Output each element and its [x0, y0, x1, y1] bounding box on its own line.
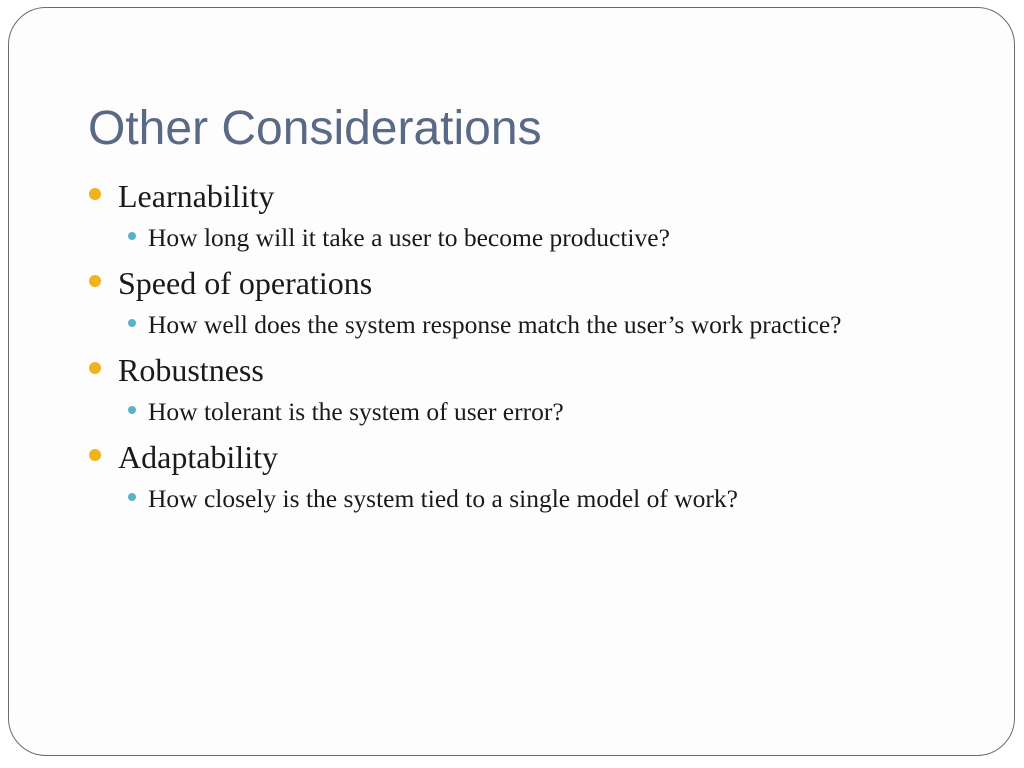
sub-bullet-item — [88, 480, 908, 518]
bullet-dot-icon — [89, 362, 101, 374]
sub-bullet-dot-icon — [128, 319, 136, 327]
sub-bullet-item — [88, 219, 908, 257]
sub-bullet-text: How closely is the system tied to a single model of work? — [148, 484, 738, 513]
sub-bullet-dot-icon — [128, 406, 136, 414]
bullet-list — [88, 176, 908, 518]
bullet-heading: Learnability — [118, 178, 275, 214]
bullet-heading: Speed of operations — [118, 265, 373, 301]
sub-bullet-item — [88, 393, 908, 431]
bullet-item-robustness — [88, 350, 908, 390]
sub-bullet-item — [88, 306, 908, 344]
bullet-heading: Robustness — [118, 352, 264, 388]
bullet-dot-icon — [89, 275, 101, 287]
sub-bullet-text: How tolerant is the system of user error? — [148, 397, 564, 426]
sub-bullet-dot-icon — [128, 493, 136, 501]
bullet-dot-icon — [89, 449, 101, 461]
sub-bullet-text: How well does the system response match the user’s work practice? — [148, 310, 842, 339]
slide-title: Other Considerations — [88, 102, 542, 155]
sub-bullet-dot-icon — [128, 232, 136, 240]
bullet-dot-icon — [89, 188, 101, 200]
bullet-item-speed-of-operations — [88, 263, 908, 303]
bullet-item-adaptability — [88, 437, 908, 477]
sub-bullet-text: How long will it take a user to become productive? — [148, 223, 670, 252]
bullet-item-learnability — [88, 176, 908, 216]
bullet-heading: Adaptability — [118, 439, 278, 475]
